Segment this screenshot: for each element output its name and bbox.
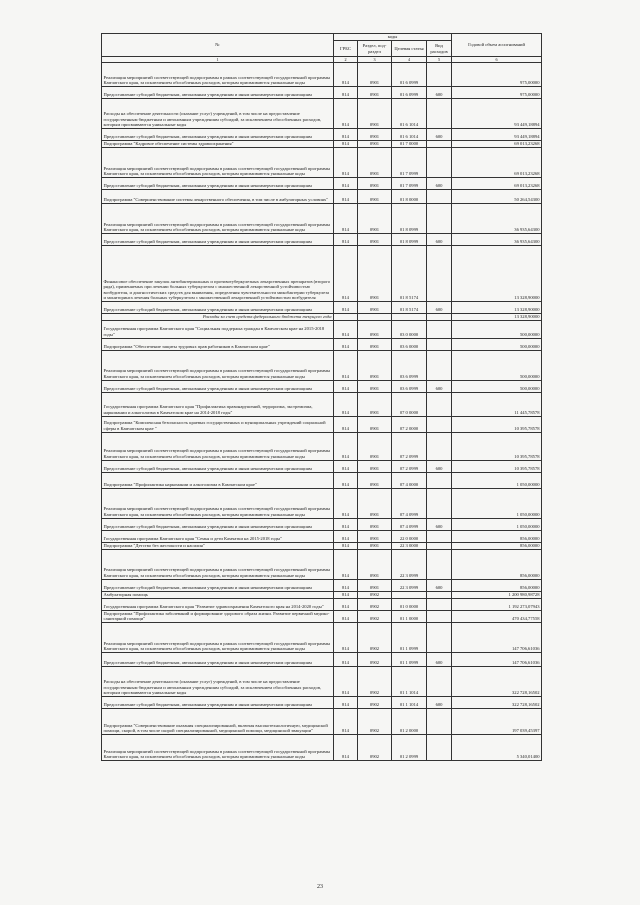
header-grbs: ГРБС: [334, 41, 358, 57]
row-item: 01 7 0999: [392, 178, 427, 190]
row-item: 01 7 0999: [392, 148, 427, 178]
row-grbs: 814: [334, 579, 358, 591]
row-type: [427, 472, 452, 488]
row-item: 01 1 0000: [392, 610, 427, 622]
table-row: [102, 591, 542, 598]
row-type: 600: [427, 302, 452, 314]
row-type: [427, 610, 452, 622]
row-section: 0901: [358, 350, 392, 380]
table-row: [102, 350, 542, 380]
row-section: 0901: [358, 579, 392, 591]
row-name: Предоставление субсидий бюджетным, автономным учреждениям и иным некоммерческим организациям: [102, 178, 334, 190]
row-section: 0901: [358, 432, 392, 460]
row-name: Подпрограмма "Профилактика заболеваний и формирование здорового образа жизни. Развитие первичной медико-санитарной помощи": [102, 610, 334, 622]
header-row-1: [102, 34, 542, 41]
row-name: Предоставление субсидий бюджетным, автономным учреждениям и иным некоммерческим организациям: [102, 518, 334, 530]
row-grbs: 814: [334, 652, 358, 666]
column-index-cell: 3: [358, 57, 392, 63]
row-section: 0901: [358, 99, 392, 129]
row-grbs: 814: [334, 549, 358, 579]
table-row: [102, 314, 542, 321]
header-type: Вид расходов: [427, 41, 452, 57]
row-item: 07 2 0000: [392, 416, 427, 432]
row-type: [427, 320, 452, 338]
table-row: [102, 460, 542, 472]
row-type: [427, 530, 452, 542]
row-grbs: 814: [334, 416, 358, 432]
row-name: Предоставление субсидий бюджетным, автономным учреждениям и иным некоммерческим организациям: [102, 579, 334, 591]
row-item: 01 1 1014: [392, 666, 427, 696]
table-body: [102, 63, 542, 761]
row-item: 22 3 0000: [392, 542, 427, 549]
row-type: [427, 432, 452, 460]
table-row: [102, 63, 542, 87]
page-number: 23: [317, 884, 323, 890]
row-type: [427, 350, 452, 380]
row-item: 03 6 0999: [392, 350, 427, 380]
row-type: [427, 591, 452, 598]
row-sum: 36 935,64300: [452, 204, 542, 234]
row-name: Расходы на обеспечение деятельности (оказание услуг) учреждений, в том числе на предоставление государственным бюджетным и автономным учреждениям субсидий, за исключением обособленных расходов, которым присваиваются уникальные коды: [102, 666, 334, 696]
row-section: 0901: [358, 380, 392, 392]
row-item: 01 1 1014: [392, 696, 427, 708]
row-item: 07 2 0999: [392, 432, 427, 460]
table-row: [102, 472, 542, 488]
row-type: 600: [427, 87, 452, 99]
row-section: 0902: [358, 610, 392, 622]
table-row: [102, 518, 542, 530]
row-sum: 500,00000: [452, 320, 542, 338]
table-row: [102, 610, 542, 622]
header-total: Годовой объем ассигнований: [452, 34, 542, 57]
table-row: [102, 302, 542, 314]
row-type: 600: [427, 460, 452, 472]
row-name: Реализация мероприятий соответствующей подпрограммы в рамках соответствующей государственной программы Камчатского края, за исключением обособленных расходов, которым присваиваются уникальные коды: [102, 734, 334, 760]
row-grbs: 814: [334, 246, 358, 302]
row-type: [427, 622, 452, 652]
row-grbs: 814: [334, 178, 358, 190]
table-row: [102, 141, 542, 148]
row-section: 0901: [358, 320, 392, 338]
table-row: [102, 734, 542, 760]
row-sum: 11 445,78578: [452, 392, 542, 416]
row-name: Предоставление субсидий бюджетным, автономным учреждениям и иным некоммерческим организациям: [102, 380, 334, 392]
row-grbs: 814: [334, 380, 358, 392]
row-type: [427, 204, 452, 234]
row-item: 07 2 0999: [392, 460, 427, 472]
row-item: 01 1 0999: [392, 622, 427, 652]
row-type: [427, 190, 452, 204]
row-section: 0901: [358, 129, 392, 141]
column-index-cell: 2: [334, 57, 358, 63]
table-row: [102, 234, 542, 246]
table-row: [102, 204, 542, 234]
row-name: Предоставление субсидий бюджетным, автономным учреждениям и иным некоммерческим организациям: [102, 460, 334, 472]
row-grbs: 814: [334, 622, 358, 652]
table-row: [102, 708, 542, 734]
row-grbs: 814: [334, 234, 358, 246]
row-name: Предоставление субсидий бюджетным, автономным учреждениям и иным некоммерческим организациям: [102, 652, 334, 666]
row-item: 22 3 0999: [392, 549, 427, 579]
row-sum: 856,00000: [452, 530, 542, 542]
row-name: Амбулаторная помощь: [102, 591, 334, 598]
row-sum: 500,00000: [452, 380, 542, 392]
row-name: Подпрограмма "Комплексная безопасность краевых государственных и муниципальных учреждений социальной сферы в Камчатском крае ": [102, 416, 334, 432]
row-item: 01 6 0999: [392, 87, 427, 99]
row-section: 0901: [358, 549, 392, 579]
row-grbs: 814: [334, 598, 358, 610]
table-row: [102, 178, 542, 190]
row-name: Государственная программа Камчатского края "Профилактика правонарушений, терроризма, экстремизма, наркомании и алкоголизма в Камчатском крае на 2014-2018 годы": [102, 392, 334, 416]
row-sum: 10 395,78578: [452, 432, 542, 460]
row-type: 600: [427, 518, 452, 530]
row-item: 01 1 0999: [392, 652, 427, 666]
row-section: 0902: [358, 591, 392, 598]
row-type: [427, 148, 452, 178]
row-section: 0901: [358, 148, 392, 178]
row-section: 0901: [358, 338, 392, 350]
table-row: [102, 87, 542, 99]
table-row: [102, 148, 542, 178]
row-sum: 856,00000: [452, 579, 542, 591]
column-index-cell: 4: [392, 57, 427, 63]
row-sum: 322 728,16502: [452, 666, 542, 696]
row-grbs: 814: [334, 338, 358, 350]
table-row: [102, 380, 542, 392]
row-item: 01 7 0000: [392, 141, 427, 148]
column-index-cell: 6: [452, 57, 542, 63]
row-name: Государственная программа Камчатского края "Развитие здравоохранения Камчатского края на 2014-2020 годы": [102, 598, 334, 610]
row-name: Реализация мероприятий соответствующей подпрограммы в рамках соответствующей государственной программы Камчатского края, за исключением обособленных расходов, которым присваиваются уникальные коды: [102, 432, 334, 460]
row-sum: 13 328,90000: [452, 302, 542, 314]
row-item: 07 0 0000: [392, 392, 427, 416]
row-item: 01 6 1014: [392, 99, 427, 129]
row-name: Предоставление субсидий бюджетным, автономным учреждениям и иным некоммерческим организациям: [102, 87, 334, 99]
row-sum: 975,00000: [452, 63, 542, 87]
row-name: Государственная программа Камчатского края "Социальная поддержка граждан в Камчатском крае на 2015-2018 годы": [102, 320, 334, 338]
header-codes: коды: [334, 34, 452, 41]
row-grbs: 814: [334, 734, 358, 760]
table-row: [102, 652, 542, 666]
row-grbs: 814: [334, 148, 358, 178]
row-sum: 322 728,16502: [452, 696, 542, 708]
row-section: 0901: [358, 190, 392, 204]
row-grbs: 814: [334, 488, 358, 518]
row-section: 0901: [358, 472, 392, 488]
row-sum: 69 013,23268: [452, 178, 542, 190]
row-section: 0902: [358, 734, 392, 760]
row-sum: 10 395,78578: [452, 416, 542, 432]
row-section: 0901: [358, 518, 392, 530]
row-section: 0901: [358, 488, 392, 518]
header-number: №: [102, 34, 334, 57]
row-sum: 147 706,61036: [452, 652, 542, 666]
row-name: Подпрограмма "Обеспечение защиты трудовых прав работников в Камчатском крае": [102, 338, 334, 350]
table-row: [102, 530, 542, 542]
row-sum: 69 013,23268: [452, 141, 542, 148]
row-type: [427, 708, 452, 734]
row-section: 0901: [358, 530, 392, 542]
row-sum: 147 706,61036: [452, 622, 542, 652]
row-section: 0901: [358, 141, 392, 148]
row-item: 01 6 0999: [392, 63, 427, 87]
table-row: [102, 579, 542, 591]
row-item: 03 6 0000: [392, 338, 427, 350]
row-sum: 13 328,90000: [452, 314, 542, 321]
row-type: [427, 314, 452, 321]
row-item: 01 8 0000: [392, 190, 427, 204]
row-sum: 856,00000: [452, 549, 542, 579]
row-type: [427, 666, 452, 696]
row-item: 01 0 0000: [392, 598, 427, 610]
row-grbs: 814: [334, 350, 358, 380]
table-row: [102, 542, 542, 549]
table-row: [102, 246, 542, 302]
row-item: [392, 591, 427, 598]
row-grbs: 814: [334, 666, 358, 696]
row-item: 01 8 5174: [392, 246, 427, 302]
row-item: 07 4 0000: [392, 472, 427, 488]
row-sum: 1 050,00000: [452, 518, 542, 530]
row-grbs: 814: [334, 530, 358, 542]
row-grbs: 814: [334, 129, 358, 141]
row-type: [427, 416, 452, 432]
row-sum: 5 340,01400: [452, 734, 542, 760]
row-name: Предоставление субсидий бюджетным, автономным учреждениям и иным некоммерческим организациям: [102, 129, 334, 141]
row-sum: 856,00000: [452, 542, 542, 549]
row-type: 600: [427, 579, 452, 591]
row-type: [427, 246, 452, 302]
row-item: 03 6 0999: [392, 380, 427, 392]
row-grbs: 814: [334, 432, 358, 460]
table-row: [102, 99, 542, 129]
row-section: 0901: [358, 392, 392, 416]
row-name: Подпрограмма "Совершенствование оказания специализированной, включая высокотехнологичную, медицинской помощи, скорой, в том числе скорой специализированной, медицинской помощи, медицинской эвакуации": [102, 708, 334, 734]
row-type: 600: [427, 234, 452, 246]
table-row: [102, 129, 542, 141]
row-section: 0901: [358, 63, 392, 87]
row-grbs: 814: [334, 610, 358, 622]
row-sum: 500,00000: [452, 350, 542, 380]
table-row: [102, 666, 542, 696]
row-name: Подпрограмма "Кадровое обеспечение системы здравоохранения": [102, 141, 334, 148]
row-item: 01 8 5174: [392, 302, 427, 314]
row-section: 0901: [358, 246, 392, 302]
row-name: Подпрограмма "Совершенствование системы лекарственного обеспечения, в том числе в амбулаторных условиях": [102, 190, 334, 204]
row-name: Расходы на обеспечение деятельности (оказание услуг) учреждений, в том числе на предоставление государственным бюджетным и автономным учреждениям субсидий, за исключением обособленных расходов, которым присваиваются уникальные коды: [102, 99, 334, 129]
row-item: 01 8 0999: [392, 234, 427, 246]
row-grbs: [334, 314, 358, 321]
row-name: Предоставление субсидий бюджетным, автономным учреждениям и иным некоммерческим организациям: [102, 302, 334, 314]
row-section: 0902: [358, 666, 392, 696]
column-index-cell: 1: [102, 57, 334, 63]
row-grbs: 814: [334, 472, 358, 488]
row-sum: 470 434,77558: [452, 610, 542, 622]
row-type: 600: [427, 696, 452, 708]
row-grbs: 814: [334, 204, 358, 234]
row-name: Предоставление субсидий бюджетным, автономным учреждениям и иным некоммерческим организациям: [102, 696, 334, 708]
row-section: 0902: [358, 708, 392, 734]
row-sum: 975,00000: [452, 87, 542, 99]
row-item: 03 0 0000: [392, 320, 427, 338]
row-section: [358, 314, 392, 321]
row-sum: 50 264,54300: [452, 190, 542, 204]
row-grbs: 814: [334, 392, 358, 416]
table-row: [102, 416, 542, 432]
row-name: Подпрограмма "Профилактика наркомании и алкоголизма в Камчатском крае": [102, 472, 334, 488]
row-grbs: 814: [334, 591, 358, 598]
row-section: 0902: [358, 652, 392, 666]
row-grbs: 814: [334, 696, 358, 708]
row-type: [427, 598, 452, 610]
row-name: Подпрограмма "Детство без жестокости и насилия": [102, 542, 334, 549]
row-grbs: 814: [334, 302, 358, 314]
row-grbs: 814: [334, 99, 358, 129]
row-sum: 13 328,90000: [452, 246, 542, 302]
row-type: 600: [427, 380, 452, 392]
table-row: [102, 392, 542, 416]
row-section: 0901: [358, 416, 392, 432]
row-grbs: 814: [334, 542, 358, 549]
row-grbs: 814: [334, 141, 358, 148]
table-row: [102, 598, 542, 610]
row-grbs: 814: [334, 190, 358, 204]
row-grbs: 814: [334, 708, 358, 734]
row-item: 01 2 0000: [392, 708, 427, 734]
row-sum: 1 200 980,98728: [452, 591, 542, 598]
row-grbs: 814: [334, 518, 358, 530]
header-section: Раздел, под-раздел: [358, 41, 392, 57]
row-type: [427, 734, 452, 760]
row-type: [427, 338, 452, 350]
row-item: 07 4 0999: [392, 488, 427, 518]
row-type: [427, 392, 452, 416]
row-type: [427, 488, 452, 518]
table-row: [102, 338, 542, 350]
row-type: 600: [427, 178, 452, 190]
row-section: 0902: [358, 622, 392, 652]
row-sum: 500,00000: [452, 338, 542, 350]
table-row: [102, 190, 542, 204]
row-type: [427, 141, 452, 148]
row-item: 01 8 0999: [392, 204, 427, 234]
row-item: 07 4 0999: [392, 518, 427, 530]
row-type: [427, 542, 452, 549]
row-section: 0901: [358, 87, 392, 99]
row-section: 0901: [358, 204, 392, 234]
row-type: 600: [427, 129, 452, 141]
row-grbs: 814: [334, 460, 358, 472]
row-item: 22 0 0000: [392, 530, 427, 542]
row-sum: 69 013,23268: [452, 148, 542, 178]
row-name: Государственная программа Камчатского края "Семья и дети Камчатки на 2015-2018 годы": [102, 530, 334, 542]
column-index-cell: 5: [427, 57, 452, 63]
row-name: Реализация мероприятий соответствующей подпрограммы в рамках соответствующей государственной программы Камчатского края, за исключением обособленных расходов, которым присваиваются уникальные коды: [102, 350, 334, 380]
row-name: Реализация мероприятий соответствующей подпрограммы в рамках соответствующей государственной программы Камчатского края, за исключением обособленных расходов, которым присваиваются уникальные коды: [102, 549, 334, 579]
row-section: 0902: [358, 696, 392, 708]
row-name: Финансовое обеспечение закупок антибактериальных и противотуберкулезных лекарственных препаратов (второго ряда), применяемых при лечении больных туберкулезом с множественной лекарственной устойчивостью возбудителя, и диагностических средств для выявления, определения чувствительности микобактерии туберкулеза и мониторинга лечения больных туберкулезом с множественной лекарственной устойчивостью возбудителя: [102, 246, 334, 302]
row-section: 0901: [358, 234, 392, 246]
header-item: Целевая статья: [392, 41, 427, 57]
row-section: 0901: [358, 460, 392, 472]
table-row: [102, 549, 542, 579]
table-row: [102, 622, 542, 652]
row-sum: 1 050,00000: [452, 472, 542, 488]
row-section: 0902: [358, 598, 392, 610]
row-name: Расходы за счет средств федерального бюджета текущего года: [102, 314, 334, 321]
table-row: [102, 488, 542, 518]
row-section: 0901: [358, 302, 392, 314]
row-sum: 36 935,64300: [452, 234, 542, 246]
row-name: Реализация мероприятий соответствующей подпрограммы в рамках соответствующей государственной программы Камчатского края, за исключением обособленных расходов, которым присваиваются уникальные коды: [102, 622, 334, 652]
row-name: Реализация мероприятий соответствующей подпрограммы в рамках соответствующей государственной программы Камчатского края, за исключением обособленных расходов, которым присваиваются уникальные коды: [102, 204, 334, 234]
row-type: [427, 99, 452, 129]
row-type: [427, 63, 452, 87]
row-name: Реализация мероприятий соответствующей подпрограммы в рамках соответствующей государственной программы Камчатского края, за исключением обособленных расходов, которым присваиваются уникальные коды: [102, 488, 334, 518]
row-name: Предоставление субсидий бюджетным, автономным учреждениям и иным некоммерческим организациям: [102, 234, 334, 246]
row-name: Реализация мероприятий соответствующей подпрограммы в рамках соответствующей государственной программы Камчатского края, за исключением обособленных расходов, которым присваиваются уникальные коды: [102, 63, 334, 87]
row-sum: 1 050,00000: [452, 488, 542, 518]
row-item: 22 3 0999: [392, 579, 427, 591]
row-section: 0901: [358, 542, 392, 549]
row-sum: 1 192 273,07943: [452, 598, 542, 610]
row-grbs: 814: [334, 87, 358, 99]
row-sum: 93 449,18894: [452, 99, 542, 129]
row-item: 01 6 1014: [392, 129, 427, 141]
row-sum: 10 395,78578: [452, 460, 542, 472]
row-sum: 197 039,45397: [452, 708, 542, 734]
row-grbs: 814: [334, 320, 358, 338]
row-type: [427, 549, 452, 579]
row-section: 0901: [358, 178, 392, 190]
row-type: 600: [427, 652, 452, 666]
row-item: [392, 314, 427, 321]
row-sum: 93 449,18894: [452, 129, 542, 141]
table-row: [102, 432, 542, 460]
row-item: 01 2 0999: [392, 734, 427, 760]
budget-table: [101, 33, 542, 761]
row-name: Реализация мероприятий соответствующей подпрограммы в рамках соответствующей государственной программы Камчатского края, за исключением обособленных расходов, которым присваиваются уникальные коды: [102, 148, 334, 178]
table-row: [102, 320, 542, 338]
table-row: [102, 696, 542, 708]
row-grbs: 814: [334, 63, 358, 87]
